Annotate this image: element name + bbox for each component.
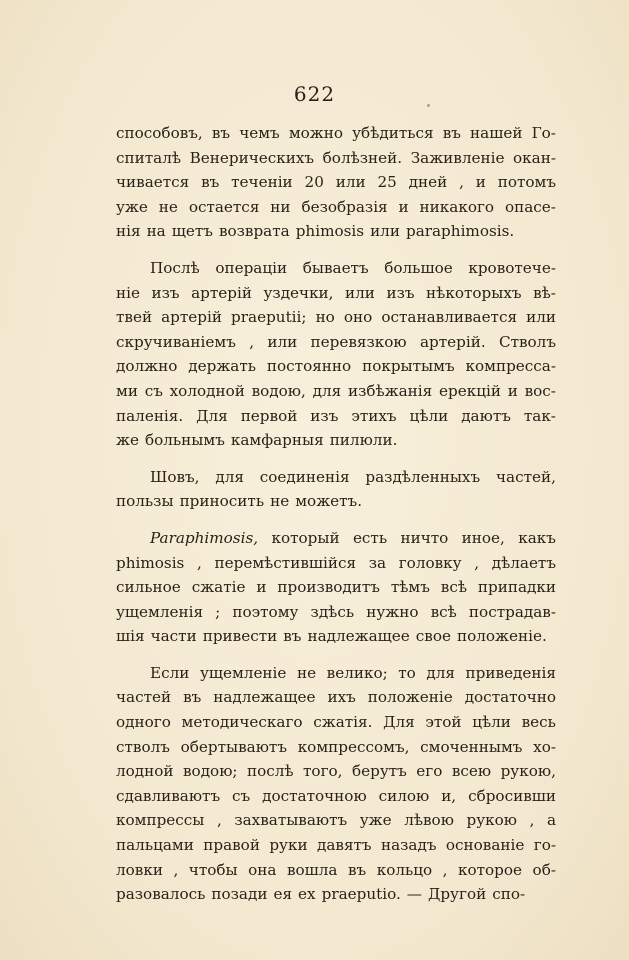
word: въ	[201, 173, 220, 192]
word: привести	[202, 627, 278, 646]
word: велико;	[326, 663, 388, 682]
word: артерій	[191, 283, 252, 302]
word: разовалось	[116, 885, 206, 904]
word: приносить	[179, 492, 265, 511]
word: опасе-	[504, 197, 556, 216]
text-line	[116, 256, 556, 281]
word: phimosis	[116, 553, 185, 572]
word: или	[335, 173, 366, 192]
word: ,	[216, 811, 222, 830]
text-line	[116, 489, 556, 514]
word: рукою	[466, 811, 518, 830]
word: приведенія	[465, 663, 556, 682]
word: уже	[359, 811, 392, 830]
word: сильное	[116, 578, 181, 597]
word: должно	[116, 357, 178, 376]
word: окан-	[513, 148, 556, 167]
word: ущемленіе	[199, 663, 287, 682]
word: постоянно	[266, 357, 352, 376]
word: и	[398, 197, 409, 216]
word: останавливается	[381, 308, 518, 327]
word: положеніе.	[456, 627, 547, 646]
word: лѣвою	[404, 811, 454, 830]
word: паленія.	[116, 406, 184, 425]
word: обертываютъ	[180, 737, 287, 756]
word: производитъ	[277, 578, 380, 597]
word: водою;	[183, 762, 238, 781]
word: сжатіе	[191, 578, 246, 597]
word: компрессомъ,	[297, 737, 410, 756]
word: достаточно	[464, 688, 556, 707]
word: болѣзней.	[322, 148, 403, 167]
word: въ	[347, 860, 367, 879]
word: ми	[116, 381, 138, 400]
word: изъ	[151, 283, 180, 302]
word: больнымъ	[144, 431, 225, 450]
word: Для	[196, 406, 228, 425]
word: кровотече-	[468, 258, 556, 277]
word: всѣ	[440, 578, 467, 597]
word: Для	[383, 713, 415, 732]
word: ничто	[400, 528, 449, 547]
text-line	[116, 858, 556, 883]
word: берутъ	[351, 762, 407, 781]
word: ,	[459, 173, 464, 192]
word: ущемленія	[116, 602, 204, 621]
word: теченіи	[231, 173, 293, 192]
word: этой	[425, 713, 462, 732]
word: первой	[240, 406, 298, 425]
italic-term: Paraphimosis,	[150, 528, 259, 547]
word: положеніе	[367, 688, 453, 707]
text-line	[116, 575, 556, 600]
word: въ	[283, 627, 302, 646]
text-line	[116, 465, 556, 490]
word: а	[546, 811, 556, 830]
word: большое	[384, 258, 453, 277]
text-line	[116, 661, 556, 686]
word: поэтому	[232, 602, 299, 621]
word: ніе	[116, 283, 140, 302]
word: соединенія	[259, 467, 350, 486]
word: позади	[211, 885, 268, 904]
word: пилюли.	[329, 431, 398, 450]
word: избѣжанія	[347, 381, 433, 400]
word: ,	[442, 860, 448, 879]
word: припадки	[477, 578, 556, 597]
word: ex	[298, 885, 316, 904]
word: 25	[377, 173, 397, 192]
word: чемъ	[239, 124, 280, 142]
word: частей	[116, 688, 172, 707]
paragraph	[116, 121, 556, 244]
word: же	[116, 431, 139, 450]
word: вѣ-	[533, 283, 556, 302]
word: и	[507, 381, 518, 400]
text-line	[116, 551, 556, 576]
word: пальцами	[116, 836, 194, 855]
word: ерекцій	[439, 381, 501, 400]
word: всѣ	[430, 602, 457, 621]
word: стволъ	[116, 737, 170, 756]
word: и,	[441, 786, 457, 805]
word: какъ	[518, 528, 556, 547]
word: возврата	[218, 222, 290, 241]
word: послѣ	[246, 762, 294, 781]
paragraph	[116, 465, 556, 514]
word: ея	[273, 885, 293, 904]
word: нія	[116, 222, 141, 241]
word: правой	[203, 836, 260, 855]
word: методическаго	[181, 713, 303, 732]
word: но	[315, 308, 335, 327]
word: перемѣстившійся	[214, 553, 357, 572]
text-line	[116, 600, 556, 625]
word: нашей	[470, 124, 523, 142]
word: вос-	[524, 381, 556, 400]
text-line	[116, 710, 556, 735]
word: за	[368, 553, 387, 572]
word: или	[370, 222, 400, 241]
text-line	[116, 428, 556, 453]
word: 20	[304, 173, 324, 192]
word: чтобы	[188, 860, 238, 879]
word: есть	[352, 528, 388, 547]
word: спиталѣ	[116, 148, 182, 167]
word: ,	[249, 332, 255, 351]
word: держать	[188, 357, 257, 376]
word: въ	[183, 688, 202, 707]
text-line	[116, 808, 556, 833]
word: не	[296, 663, 317, 682]
word: смоченнымъ	[420, 737, 523, 756]
word: оно	[343, 308, 373, 327]
word: раздѣленныхъ	[365, 467, 481, 486]
word: спо-	[492, 885, 526, 904]
word: можетъ.	[295, 492, 363, 511]
word: тѣмъ	[390, 578, 430, 597]
word: дѣлаетъ	[491, 553, 556, 572]
word: для	[215, 467, 244, 486]
word: phimosis	[295, 222, 365, 241]
word: иное,	[461, 528, 505, 547]
word: съ	[232, 786, 251, 805]
word: захватываютъ	[234, 811, 348, 830]
word: Венерическихъ	[189, 148, 315, 167]
text-line	[116, 735, 556, 760]
word: даютъ	[461, 406, 511, 425]
text-line	[116, 784, 556, 809]
text-line	[116, 330, 556, 355]
word: лодной	[116, 762, 174, 781]
word: изъ	[386, 283, 415, 302]
word: для	[426, 663, 455, 682]
word: ,	[474, 553, 480, 572]
text-line	[116, 305, 556, 330]
text-line	[116, 526, 556, 551]
word: компресса-	[465, 357, 556, 376]
word: здѣсь	[310, 602, 355, 621]
word: операціи	[215, 258, 288, 277]
word: ,	[529, 811, 535, 830]
word: или	[345, 283, 375, 302]
word: потомъ	[497, 173, 556, 192]
word: головку	[398, 553, 462, 572]
word: компрессы	[116, 811, 205, 830]
word: ,	[197, 553, 202, 572]
word: перевязкою	[310, 332, 407, 351]
word: Стволъ	[498, 332, 556, 351]
word: нѣкоторыхъ	[426, 283, 522, 302]
word: —	[406, 885, 422, 904]
word: силою	[378, 786, 430, 805]
word: достаточною	[262, 786, 367, 805]
body-text	[116, 121, 556, 919]
word: то	[398, 663, 416, 682]
word: нужно	[366, 602, 419, 621]
word: или	[526, 308, 556, 327]
word: который	[271, 528, 340, 547]
paragraph	[116, 661, 556, 907]
word: дней	[408, 173, 448, 192]
word: въ	[442, 124, 461, 142]
word: весь	[521, 713, 556, 732]
word: Если	[150, 663, 190, 682]
word: хо-	[533, 737, 556, 756]
paragraph	[116, 526, 556, 649]
word: никакого	[419, 197, 495, 216]
word: его	[416, 762, 443, 781]
word: въ	[211, 124, 231, 142]
word: она	[248, 860, 277, 879]
word: артерій	[161, 308, 222, 327]
word: холодной	[169, 381, 245, 400]
word: кольцо	[376, 860, 433, 879]
word: Другой	[427, 885, 487, 904]
word: ни	[270, 197, 291, 216]
word: щетъ	[171, 222, 213, 241]
word: этихъ	[351, 406, 397, 425]
word: остается	[188, 197, 260, 216]
word: так-	[523, 406, 556, 425]
text-line	[116, 759, 556, 784]
word: рукою,	[500, 762, 556, 781]
word: цѣли	[472, 713, 511, 732]
text-line	[116, 404, 556, 429]
word: Послѣ	[150, 258, 200, 277]
word: не	[158, 197, 178, 216]
word: ;	[215, 602, 221, 621]
word: руки	[269, 836, 308, 855]
word: Го-	[531, 124, 556, 142]
word: давятъ	[316, 836, 372, 855]
text-line	[116, 833, 556, 858]
word: всею	[451, 762, 492, 781]
word: не	[270, 492, 290, 511]
word: и	[475, 173, 486, 192]
word: praeputii;	[231, 308, 307, 327]
page-number: 622	[293, 82, 336, 106]
text-line	[116, 281, 556, 306]
word: убѣдиться	[352, 124, 434, 142]
word: Шовъ,	[150, 467, 200, 486]
word: одного	[116, 713, 171, 732]
word: шія	[116, 627, 145, 646]
text-line	[116, 146, 556, 171]
word: пользы	[116, 492, 174, 511]
text-line	[116, 882, 556, 907]
word: ихъ	[327, 688, 356, 707]
word: свое	[415, 627, 451, 646]
text-line	[116, 624, 556, 649]
text-line	[116, 219, 556, 244]
word: безобразія	[301, 197, 388, 216]
word: сдавливаютъ	[116, 786, 221, 805]
word: водою,	[251, 381, 306, 400]
word: и	[256, 578, 267, 597]
word: артерій.	[419, 332, 486, 351]
text-line	[116, 685, 556, 710]
word: пострадав-	[468, 602, 556, 621]
word: изъ	[310, 406, 339, 425]
text-line	[116, 195, 556, 220]
word: или	[267, 332, 298, 351]
word: ловки	[116, 860, 163, 879]
text-line	[116, 121, 556, 146]
word: можно	[288, 124, 344, 142]
word: скручиваніемъ	[116, 332, 236, 351]
word: которое	[458, 860, 523, 879]
word: части	[150, 627, 197, 646]
word: сбросивши	[468, 786, 556, 805]
word: уздечки,	[263, 283, 334, 302]
word: вошла	[286, 860, 338, 879]
word: об-	[532, 860, 556, 879]
word: praeputio.	[321, 885, 401, 904]
word: для	[312, 381, 342, 400]
word: надлежащее	[307, 627, 410, 646]
word: основаніе	[445, 836, 525, 855]
text-line	[116, 170, 556, 195]
text-line	[116, 379, 556, 404]
word: на	[146, 222, 166, 241]
word: чивается	[116, 173, 190, 192]
word: твей	[116, 308, 153, 327]
word: камфарныя	[230, 431, 324, 450]
word: цѣли	[409, 406, 449, 425]
word: бываетъ	[302, 258, 369, 277]
word: сжатія.	[313, 713, 373, 732]
text-line	[116, 354, 556, 379]
word: уже	[116, 197, 148, 216]
word: того,	[303, 762, 343, 781]
paragraph	[116, 256, 556, 453]
word: съ	[144, 381, 163, 400]
word: частей,	[496, 467, 556, 486]
word: способовъ,	[116, 124, 203, 142]
word: надлежащее	[213, 688, 316, 707]
word: го-	[533, 836, 556, 855]
word: назадъ	[380, 836, 437, 855]
word: Заживленіе	[410, 148, 505, 167]
word: paraphimosis.	[405, 222, 515, 241]
word: ,	[173, 860, 179, 879]
word: покрытымъ	[362, 357, 455, 376]
